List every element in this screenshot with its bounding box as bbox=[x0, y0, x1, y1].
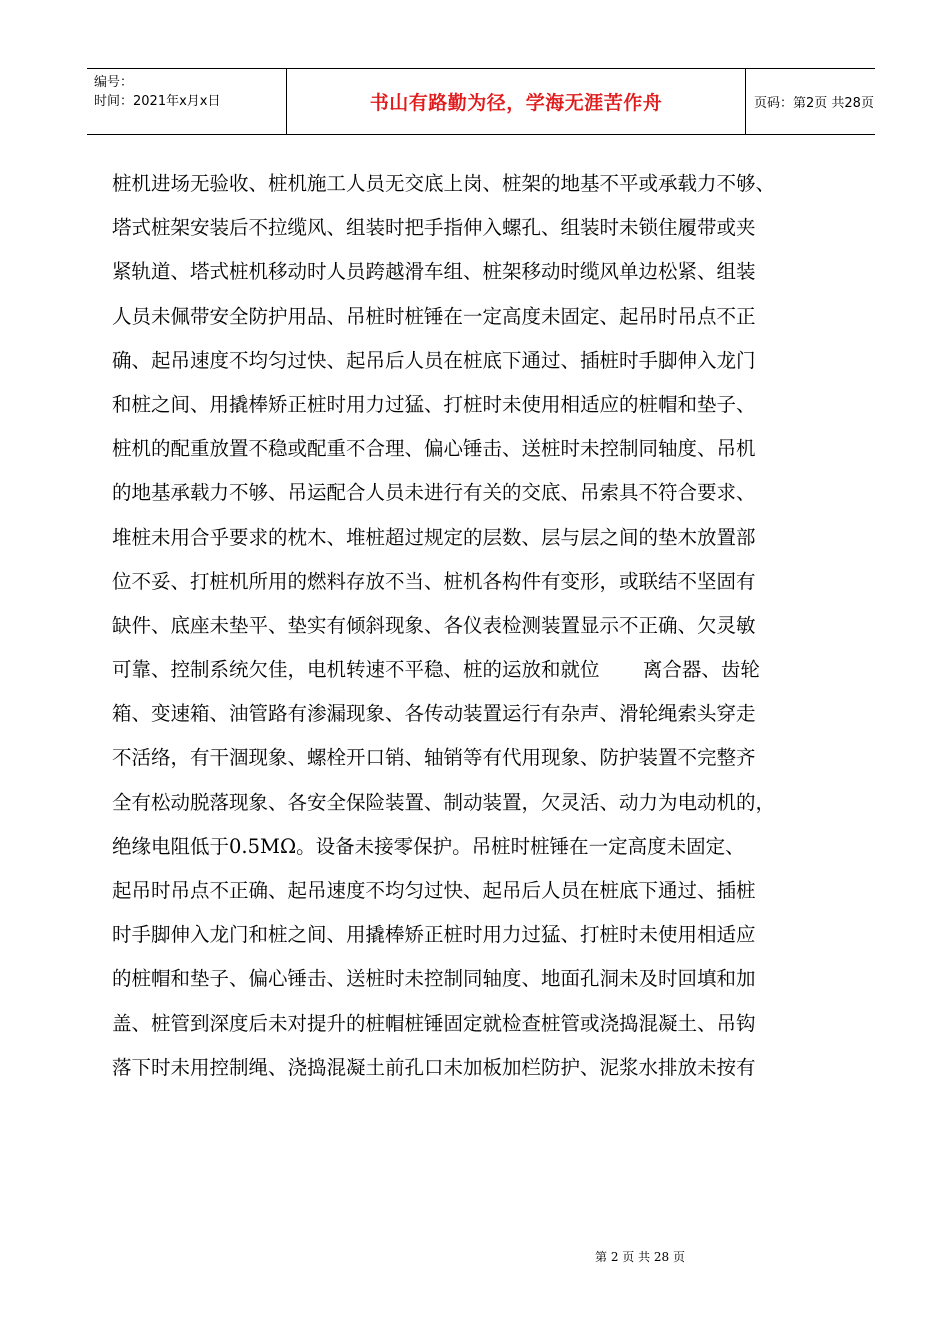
body-line: 桩机的配重放置不稳或配重不合理、偏心锤击、送桩时未控制同轴度、吊机 bbox=[112, 437, 756, 461]
document-time: 时间：2021年x月x日 bbox=[94, 94, 221, 109]
header-meta bbox=[87, 69, 287, 134]
header-motto: 书山有路勤为径，学海无涯苦作舟 bbox=[369, 92, 663, 114]
body-line: 不活络，有干涸现象、螺栓开口销、轴销等有代用现象、防护装置不完整齐 bbox=[112, 746, 756, 770]
body-line: 的地基承载力不够、吊运配合人员未进行有关的交底、吊索具不符合要求、 bbox=[112, 481, 756, 505]
body-line: 确、起吊速度不均匀过快、起吊后人员在桩底下通过、插桩时手脚伸入龙门 bbox=[112, 348, 756, 372]
body-line: 可靠、控制系统欠佳，电机转速不平稳、桩的运放和就位 离合器、齿轮 bbox=[112, 658, 760, 682]
body-line: 全有松动脱落现象、各安全保险装置、制动装置，欠灵活、动力为电动机的， bbox=[112, 790, 776, 814]
body-line: 人员未佩带安全防护用品、吊桩时桩锤在一定高度未固定、起吊时吊点不正 bbox=[112, 304, 756, 328]
body-line: 时手脚伸入龙门和桩之间、用撬棒矫正桩时用力过猛、打桩时未使用相适应 bbox=[112, 923, 756, 947]
body-line: 的桩帽和垫子、偏心锤击、送桩时未控制同轴度、地面孔洞未及时回填和加 bbox=[112, 967, 756, 991]
body-line: 塔式桩架安装后不拉缆风、组装时把手指伸入螺孔、组装时未锁住履带或夹 bbox=[112, 216, 756, 240]
body-line: 堆桩未用合乎要求的枕木、堆桩超过规定的层数、层与层之间的垫木放置部 bbox=[112, 525, 756, 549]
document-number: 编号： bbox=[94, 75, 134, 90]
page-footer bbox=[0, 1248, 950, 1265]
body-text bbox=[112, 162, 852, 1090]
body-line: 箱、变速箱、油管路有渗漏现象、各传动装置运行有杂声、滑轮绳索头穿走 bbox=[112, 702, 756, 726]
body-line: 落下时未用控制绳、浇捣混凝土前孔口未加板加栏防护、泥浆水排放未按有 bbox=[112, 1055, 756, 1079]
header-motto-cell bbox=[287, 69, 746, 134]
header-page-number: 页码：第2页 共28页 bbox=[754, 96, 874, 111]
body-line: 桩机进场无验收、桩机施工人员无交底上岗、桩架的地基不平或承载力不够、 bbox=[112, 172, 776, 195]
body-line: 紧轨道、塔式桩机移动时人员跨越滑车组、桩架移动时缆风单边松紧、组装 bbox=[112, 260, 756, 284]
page-header bbox=[87, 68, 875, 135]
body-line: 位不妥、打桩机所用的燃料存放不当、桩机各构件有变形，或联结不坚固有 bbox=[112, 569, 756, 593]
body-line: 和桩之间、用撬棒矫正桩时用力过猛、打桩时未使用相适应的桩帽和垫子、 bbox=[112, 392, 756, 416]
body-line: 绝缘电阻低于0.5MΩ。设备未接零保护。吊桩时桩锤在一定高度未固定、 bbox=[112, 834, 745, 858]
body-line: 起吊时吊点不正确、起吊速度不均匀过快、起吊后人员在桩底下通过、插桩 bbox=[112, 879, 756, 902]
body-line: 盖、桩管到深度后未对提升的桩帽桩锤固定就检查桩管或浇捣混凝土、吊钩 bbox=[112, 1011, 756, 1035]
footer-page-number: 第 2 页 共 28 页 bbox=[595, 1250, 685, 1264]
body-line: 缺件、底座未垫平、垫实有倾斜现象、各仪表检测装置显示不正确、欠灵敏 bbox=[112, 613, 756, 637]
header-page-cell bbox=[746, 69, 875, 134]
